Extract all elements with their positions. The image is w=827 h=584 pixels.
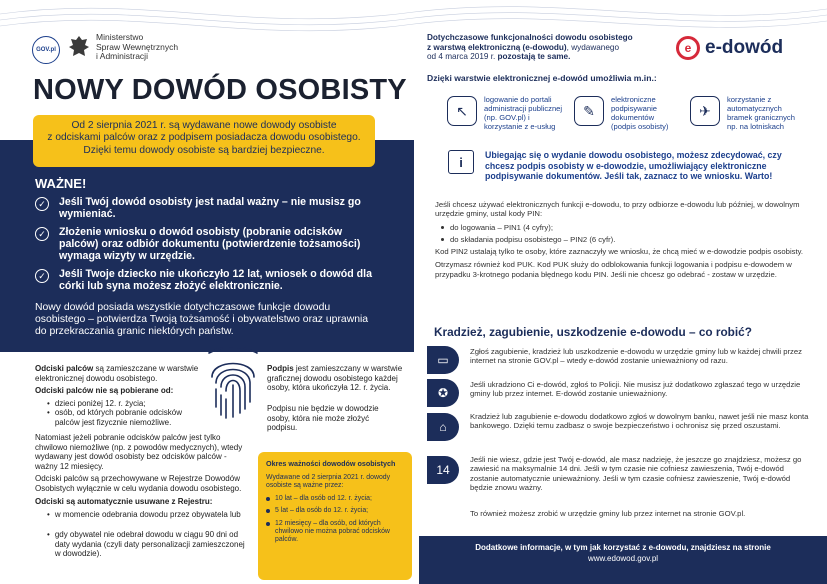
pin-section <box>435 200 805 283</box>
feature-text: korzystanie z automatycznych bramek granicznych np. na lotniskach <box>727 95 795 131</box>
feature-login <box>447 96 568 132</box>
list-item: do logowania – PIN1 (4 cyfry); <box>435 223 805 232</box>
ministry-line-3: i Administracji <box>96 51 148 61</box>
bank-icon: ⌂ <box>427 413 459 441</box>
info-icon: i <box>448 150 474 174</box>
intro-box <box>33 115 375 167</box>
loss-p3: Kradzież lub zagubienie e-dowodu dodatkowo zgłoś w dowolnym banku, nawet jeśli nie masz konta bankowego. Dzięki temu zadbasz o swoje bezpieczeństwo i ochronisz się przed oszustami. <box>470 412 809 431</box>
check-icon: ✓ <box>35 269 49 283</box>
fingerprints-p4: Odciski palców są przechowywane w Rejestrze Dowodów Osobistych wyłącznie w celu wydania dowodu osobistego. <box>35 474 242 493</box>
fingerprints-p1: są zamieszczane w warstwie elektronicznej dowodu osobistego. <box>35 364 199 383</box>
page-title: NOWY DOWÓD OSOBISTY <box>33 74 407 106</box>
eagle-emblem-icon <box>68 34 90 62</box>
loss-p5: To również możesz zrobić w urzędzie gminy lub przez internet na stronie GOV.pl. <box>470 509 746 518</box>
check-icon: ✓ <box>35 197 49 211</box>
list-item: 10 lat – dla osób od 12. r. życia; <box>266 495 404 503</box>
edowod-logo-icon: e <box>676 36 700 60</box>
list-item: • gdy obywatel nie odebrał dowodu w ciągu 90 dni od daty wydania (czyli daty personalizacji zamieszczonej w dowodzie). <box>47 530 245 559</box>
list-item: do składania podpisu osobistego – PIN2 (6 cyfr). <box>435 235 805 244</box>
airplane-icon: ✈ <box>690 96 720 126</box>
important-item-text: Złożenie wniosku o dowód osobisty (pobranie odcisków palców) oraz odbiór dokumentu (potwierdzenie tożsamości) wymaga wizyty w urzędzie. <box>59 226 361 263</box>
important-title: WAŻNE! <box>35 176 87 191</box>
loss-title: Kradzież, zagubienie, uszkodzenie e-dowodu – co robić? <box>434 325 752 339</box>
calendar-number: 14 <box>436 463 450 477</box>
laptop-icon: ▭ <box>427 346 459 374</box>
validity-box <box>258 452 412 580</box>
pin-p2: Kod PIN2 ustalają tylko te osoby, które zaznaczyły we wniosku, że chcą mieć w e-dowodzie podpis osobisty. <box>435 247 804 257</box>
loss-p2: Jeśli ukradziono Ci e-dowód, zgłoś to Policji. Nie musisz już dodatkowo zgłaszać tego w urzędzie gminy lub przez internet. E-dowód zostanie unieważniony. <box>470 380 801 399</box>
signature-bold: Podpis <box>267 364 294 373</box>
signature-p2: Podpisu nie będzie w dowodzie osoby, która nie może złożyć podpisu. <box>267 404 379 433</box>
calendar-icon <box>427 456 459 484</box>
check-icon: ✓ <box>35 227 49 241</box>
list-item: • osób, od których pobranie odcisków palców jest fizycznie niemożliwe. <box>47 408 182 427</box>
important-item <box>35 226 375 263</box>
feature-border <box>690 96 807 132</box>
info-text: Ubiegając się o wydanie dowodu osobistego, możesz zdecydować, czy chcesz podpis osobisty w e-dowodzie, umożliwiający elektroniczne podpisywanie dokumentów. Jeśli tak, zaznacz to we wniosku. Warto! <box>485 150 782 182</box>
intro-line-3: Dzięki temu dowody osobiste są bardziej bezpieczne. <box>83 144 325 156</box>
signature-p1: Podpis jest zamieszczany w warstwie graficznej dowodu osobistego każdej osoby, która ukończyła 12. r. życia. <box>267 364 403 393</box>
fingerprints-p5-title: Odciski są automatycznie usuwane z Rejestru: <box>35 497 213 506</box>
important-paragraph: Nowy dowód posiada wszystkie dotychczasowe funkcje dowodu osobistego – potwierdza Twoją tożsamość i obywatelstwo oraz uprawnia do przekraczania granic niektórych państw. <box>35 302 369 337</box>
important-item <box>35 268 375 292</box>
important-item-text: Jeśli Twoje dziecko nie ukończyło 12 lat, wniosek o dowód dla córki lub syna możesz złożyć elektronicznie. <box>59 268 372 293</box>
important-item <box>35 196 375 220</box>
feature-text: elektroniczne podpisywanie dokumentów (podpis osobisty) <box>611 95 669 131</box>
intro-line-1: Od 2 sierpnia 2021 r. są wydawane nowe dowody osobiste <box>71 120 337 131</box>
loss-p1: Zgłoś zagubienie, kradzież lub uszkodzenie e-dowodu w urzędzie gminy lub w każdej chwili przez internet na stronie GOV.pl – wtedy e-dowód zostanie unieważniony od razu. <box>470 347 803 366</box>
validity-title: Okres ważności dowodów osobistych <box>266 459 396 468</box>
list-item: • w momencie odebrania dowodu przez obywatela lub <box>47 510 241 519</box>
feature-signature <box>574 96 681 132</box>
features-subtitle: Dzięki warstwie elektronicznej e-dowód umożliwia m.in.: <box>427 73 657 83</box>
intro-line-2: z odciskami palców oraz z podpisem posiadacza dowodu osobistego. <box>47 132 361 144</box>
list-item: 5 lat – dla osób do 12. r. życia; <box>266 507 404 515</box>
loss-p4: Jeśli nie wiesz, gdzie jest Twój e-dowód, ale masz nadzieję, że jeszcze go znajdziesz, możesz go zawiesić na maksymalnie 14 dni. Jeśli w tym czasie nie cofniesz zawieszenia, Twój e-dowód zostanie automatycznie unieważniony. Jeśli w tym czasie cofniesz zawieszenie, Twój e-dowód będzie znowu ważny. <box>470 455 802 492</box>
police-icon: ✪ <box>427 379 459 407</box>
pin-intro: Jeśli chcesz używać elektronicznych funkcji e-dowodu, to przy odbiorze e-dowodu lub później, w dowolnym urzędzie gminy, ustal kody PIN: <box>435 200 800 219</box>
feature-text: logowanie do portali administracji publicznej (np. GOV.pl) i korzystanie z e-usług <box>484 95 563 131</box>
fingerprints-section <box>35 364 205 432</box>
gov-logo-text: GOV.pl <box>36 47 56 53</box>
list-item: 12 miesięcy – dla osób, od których chwilowo nie można pobrać odcisków palców. <box>266 520 404 545</box>
fingerprint-icon <box>204 347 262 422</box>
right-header-line-1: Dotychczasowe funkcjonalności dowodu osobistego <box>427 33 633 42</box>
footer-text: Dodatkowe informacje, w tym jak korzystać z e-dowodu, znajdziesz na stronie <box>475 543 771 552</box>
fingerprints-p3: Natomiast jeżeli pobranie odcisków palców jest tylko chwilowo niemożliwe (np. z powodów medycznych), wtedy wydawany jest dowód osobisty bez odcisków palców - ważny 12 miesięcy. <box>35 433 243 471</box>
fingerprints-p2-title: Odciski palców nie są pobierane od: <box>35 386 174 396</box>
list-item: • dzieci poniżej 12. r. życia; <box>47 398 146 408</box>
validity-subtitle: Wydawane od 2 sierpnia 2021 r. dowody osobiste są ważne przez: <box>266 473 391 489</box>
fingerprints-bold: Odciski palców <box>35 364 94 373</box>
edowod-logo-text: e-dowód <box>705 37 784 58</box>
cursor-click-icon: ↖ <box>447 96 477 126</box>
footer-link[interactable]: www.edowod.gov.pl <box>587 554 659 563</box>
gov-logo <box>32 36 60 64</box>
ministry-line-1: Ministerstwo <box>96 32 144 42</box>
right-header: Dotychczasowe funkcjonalności dowodu osobistego z warstwą elektroniczną (e-dowodu), wydawanego od 4 marca 2019 r. pozostają te same. <box>427 33 667 62</box>
pen-icon: ✎ <box>574 96 604 126</box>
ministry-name <box>96 33 178 62</box>
ministry-line-2: Spraw Wewnętrznych <box>96 41 179 52</box>
important-item-text: Jeśli Twój dowód osobisty jest nadal ważny – nie musisz go wymieniać. <box>59 196 361 221</box>
pin-p3: Otrzymasz również kod PUK. Kod PUK służy do odblokowania funkcji logowania i podpisu e-dowodem w przypadku 3-krotnego podania błędnego kodu PIN. Jeśli nie chcesz go odebrać - zostaw w urzędzie. <box>435 260 792 279</box>
footer-bar <box>419 536 827 584</box>
edowod-logo <box>676 36 783 60</box>
